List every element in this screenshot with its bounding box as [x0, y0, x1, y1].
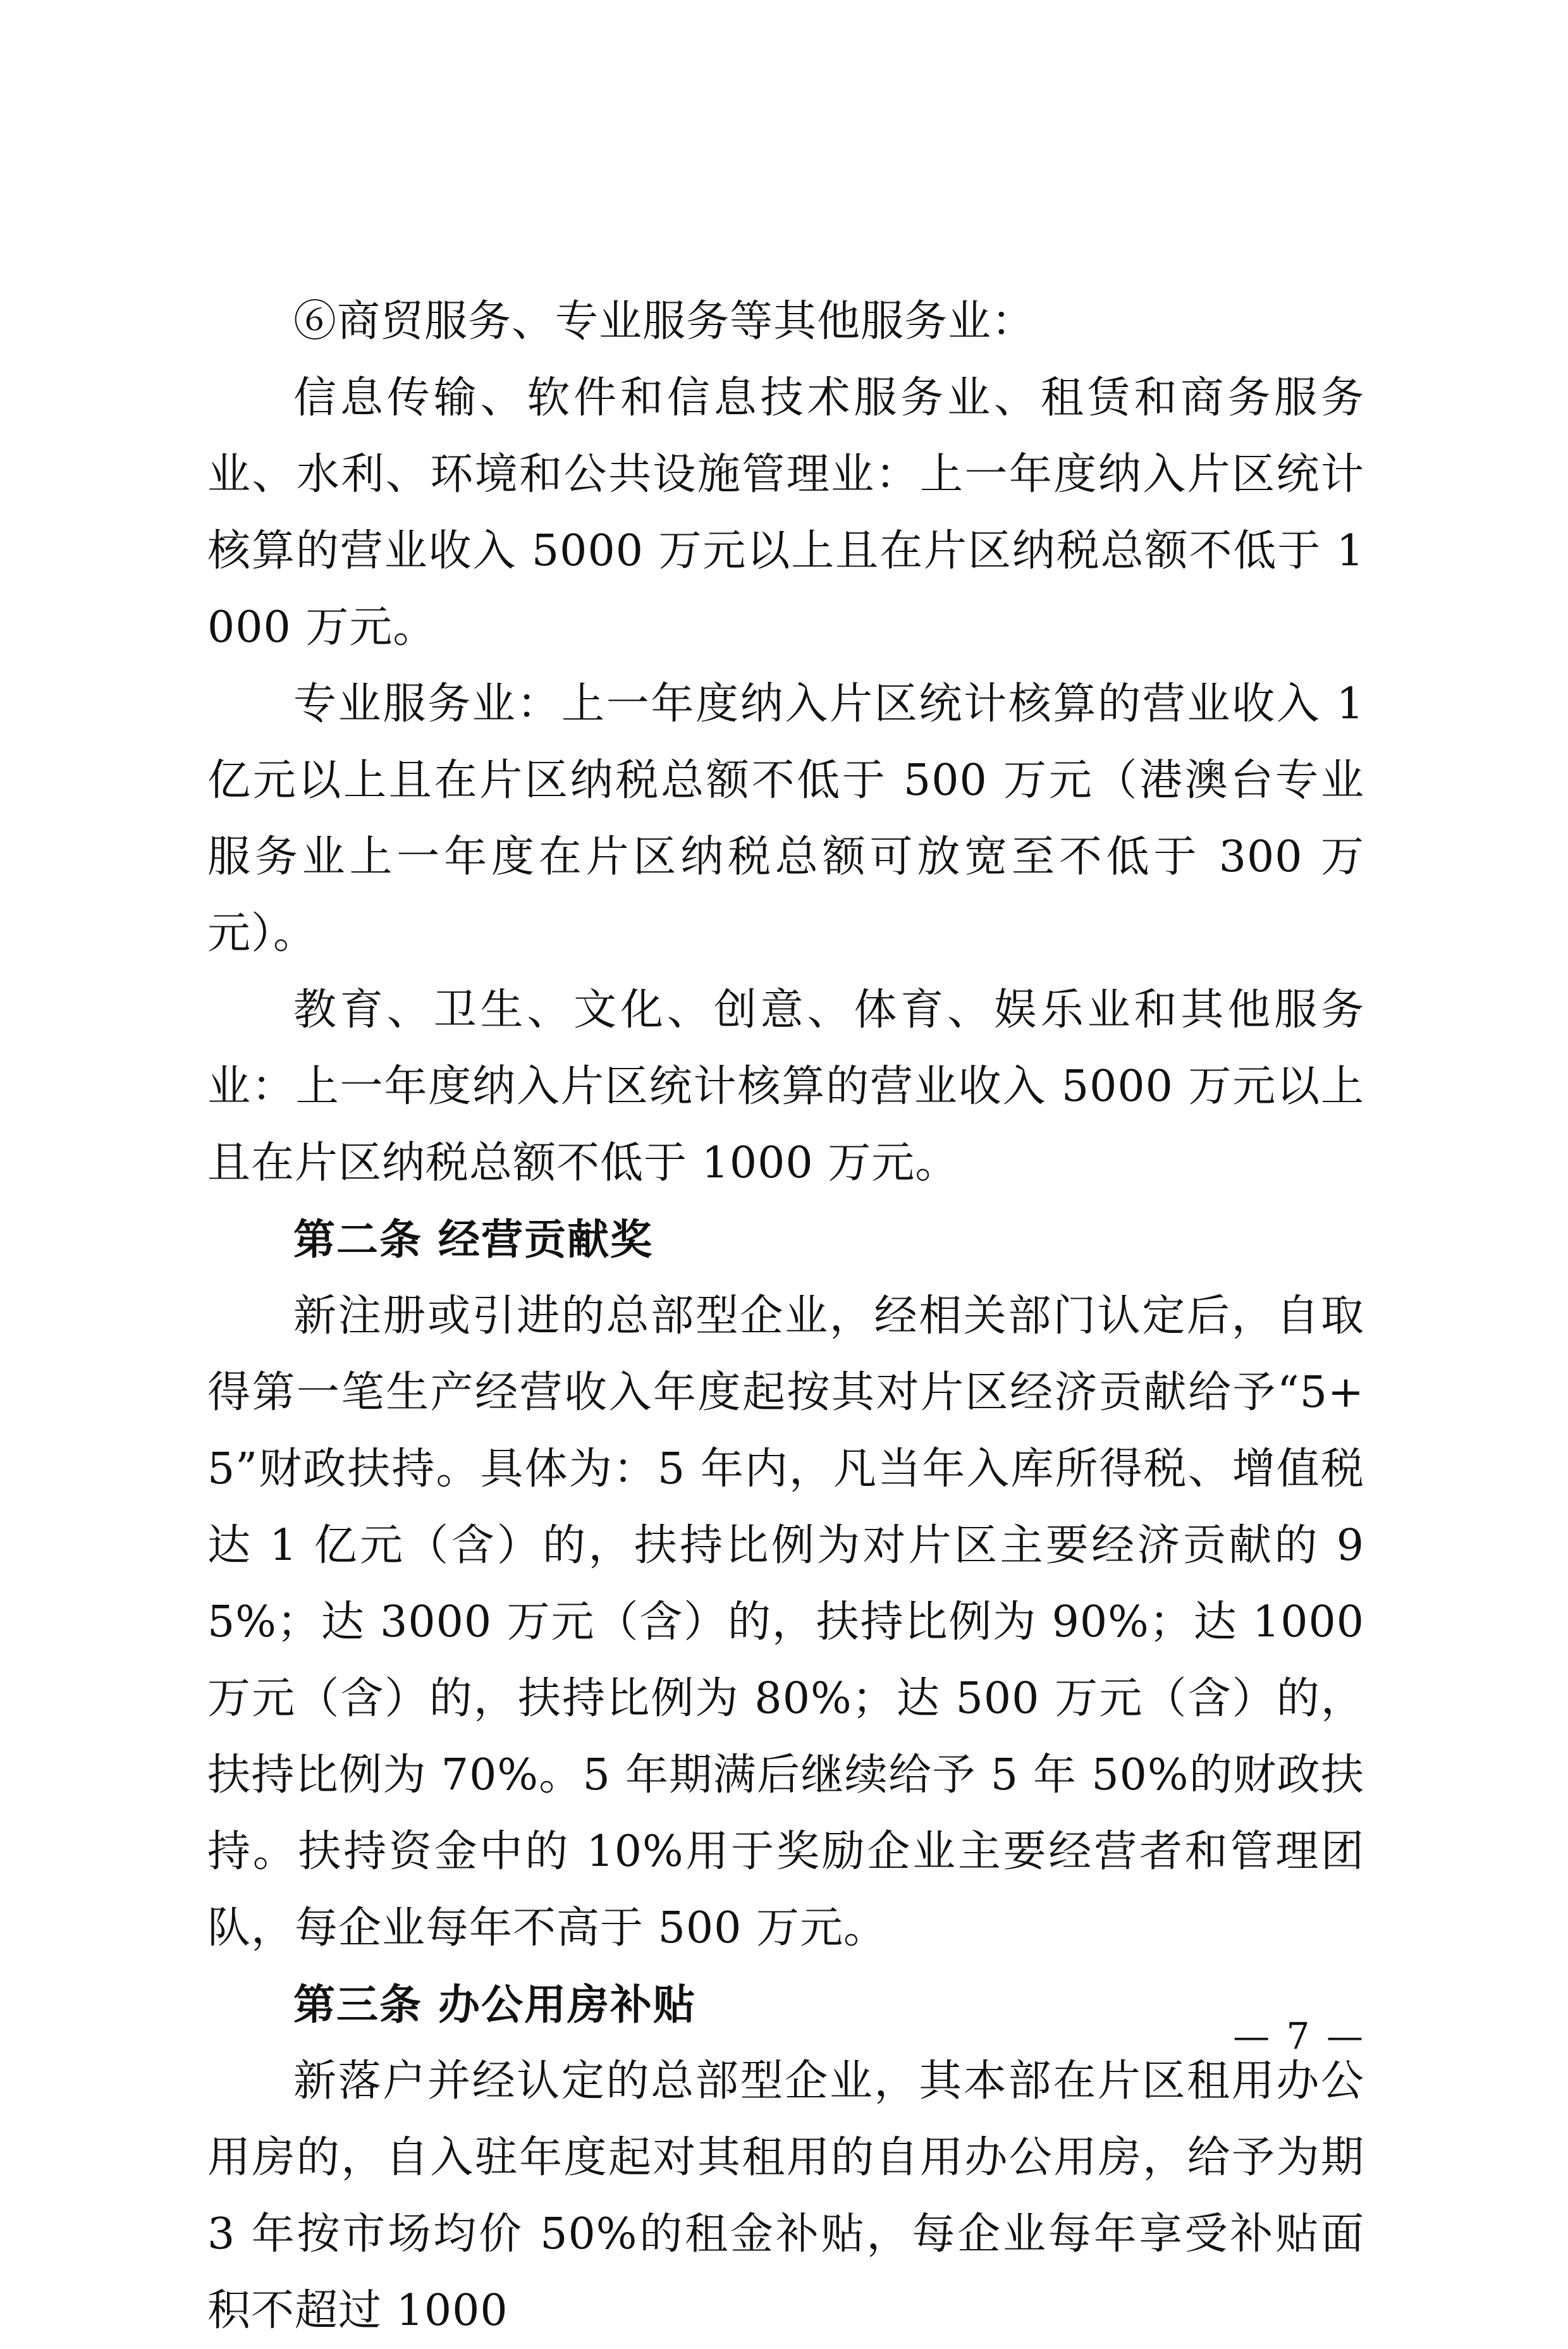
page-number: — 7 — [1233, 2015, 1366, 2058]
article-two-heading: 第二条 经营贡献奖 [293, 1215, 653, 1264]
article-three-heading: 第三条 办公用房补贴 [293, 1980, 696, 2029]
paragraph-office-rent-subsidy: 新落户并经认定的总部型企业，其本部在片区租用办公用房的，自入驻年度起对其租用的自用办公用房，给予为期 3 年按市场均价 50%的租金补贴，每企业每年享受补贴面积不超过 1000 [207, 2056, 1364, 2336]
paragraph-commerce-services-intro: ⑥商贸服务、专业服务等其他服务业： [293, 297, 1036, 347]
paragraph-operation-contribution-award: 新注册或引进的总部型企业，经相关部门认定后，自取得第一笔生产经营收入年度起按其对片区经济贡献给予“5+5”财政扶持。具体为：5 年内，凡当年入库所得税、增值税达 1 亿元（含）的，扶持比例为对片区主要经济贡献的 95%；达 3000 万元（含）的，扶持比例为 90%；达 1000 万元（含）的，扶持比例为 80%；达 500 万元（含）的，扶持比例为 70%。5 年期满后继续给予 5 年 50%的财政扶持。扶持资金中的 10%用于奖励企业主要经营者和管理团队，每企业每年不高于 500 万元。 [207, 1291, 1364, 1953]
paragraph-it-leasing-criteria: 信息传输、软件和信息技术服务业、租赁和商务服务业、水利、环境和公共设施管理业：上一年度纳入片区统计核算的营业收入 5000 万元以上且在片区纳税总额不低于 1000 万元。 [207, 373, 1364, 653]
paragraph-professional-services-criteria: 专业服务业：上一年度纳入片区统计核算的营业收入 1 亿元以上且在片区纳税总额不低于 500 万元（港澳台专业服务业上一年度在片区纳税总额可放宽至不低于 300 万元）。 [207, 679, 1364, 959]
paragraph-education-culture-criteria: 教育、卫生、文化、创意、体育、娱乐业和其他服务业：上一年度纳入片区统计核算的营业收入 5000 万元以上且在片区纳税总额不低于 1000 万元。 [207, 985, 1364, 1188]
